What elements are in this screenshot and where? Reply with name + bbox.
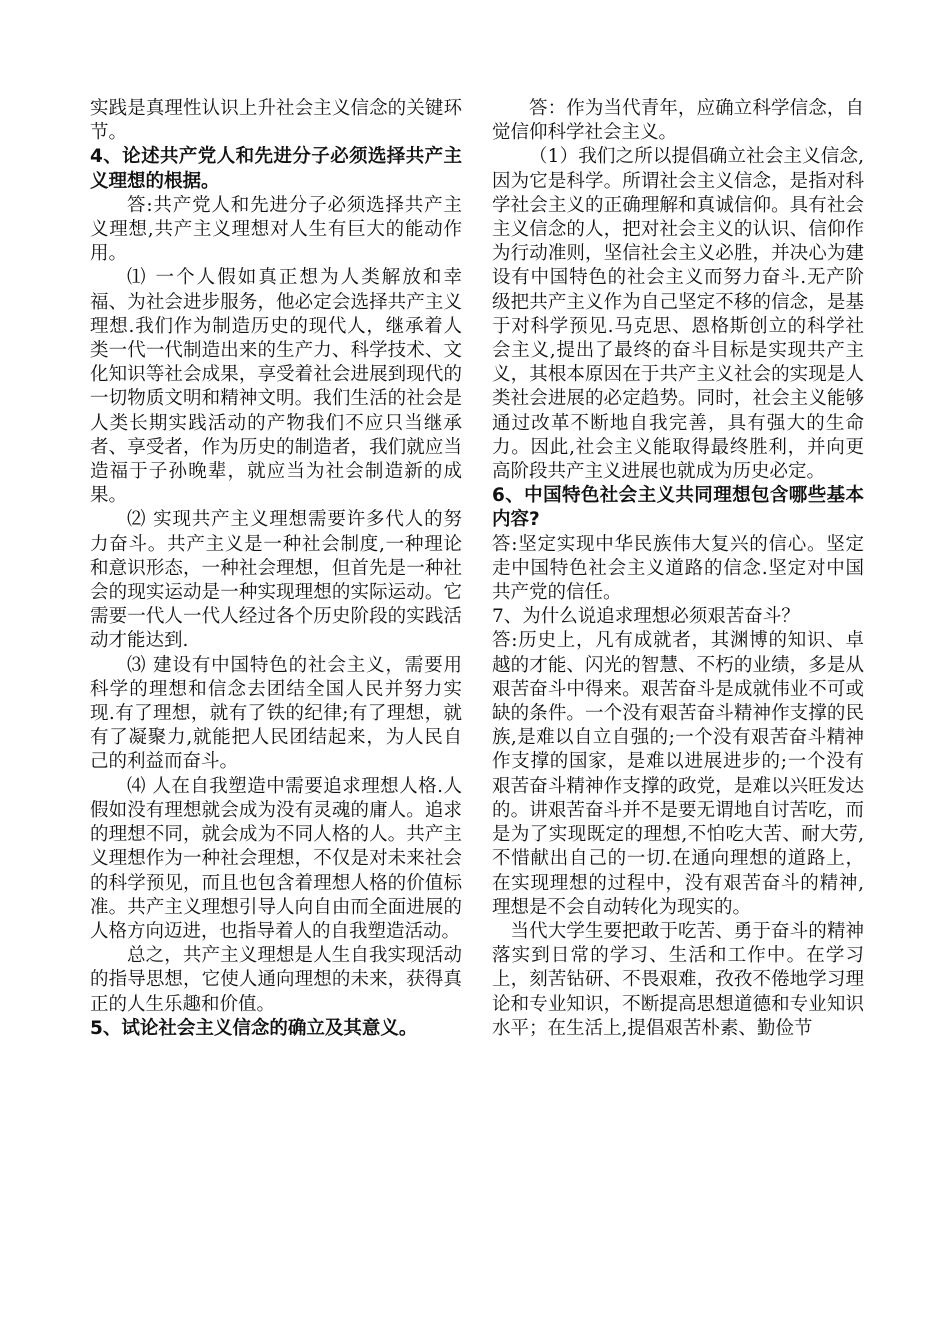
answer-4-point-4: ⑷ 人在自我塑造中需要追求理想人格.人假如没有理想就会成为没有灵魂的庸人。追求的理想不同，就会成为不同人格的人。共产主义理想作为一种社会理想，不仅是对未来社会的科学预见，而且也包含着理想人格的价值标准。共产主义理想引导人向自由而全面进展的人格方向迈进，也指导着人的自我塑造活动。 xyxy=(90,775,462,942)
answer-4-intro: 答:共产党人和先进分子必须选择共产主义理想,共产主义理想对人生有巨大的能动作用。 xyxy=(90,194,462,265)
answer-4-point-2: ⑵ 实现共产主义理想需要许多代人的努力奋斗。共产主义是一种社会制度,一种理论和意识形态，一种社会理想，但首先是一种社会的现实运动是一种实现理想的实际运动。它需要一代人一代人经过各个历史阶段的实践活动才能达到. xyxy=(90,509,462,652)
paragraph-continuation: 实践是真理性认识上升社会主义信念的关键环节。 xyxy=(90,98,462,144)
question-5-heading: 5、试论社会主义信念的确立及其意义。 xyxy=(90,1017,418,1039)
answer-7-continuation: 当代大学生要把敢于吃苦、勇于奋斗的精神落实到日常的学习、生活和工作中。在学习上，刻苦钻研、不畏艰难，孜孜不倦地学习理论和专业知识，不断提高思想道德和专业知识水平；在生活上,提倡艰苦朴素、勤俭节 xyxy=(492,920,864,1039)
answer-4-summary: 总之，共产主义理想是人生自我实现活动的指导思想，它使人通向理想的未来，获得真正的人生乐趣和价值。 xyxy=(90,945,462,1015)
answer-7: 答:历史上，凡有成就者，其渊博的知识、卓越的才能、闪光的智慧、不朽的业绩，多是从艰苦奋斗中得来。艰苦奋斗是成就伟业不可或缺的条件。一个没有艰苦奋斗精神作支撑的民族,是难以自立自强的;一个没有艰苦奋斗精神作支撑的国家，是难以进展进步的;一个没有艰苦奋斗精神作支撑的政党，是难以兴旺发达的。讲艰苦奋斗并不是要无谓地自讨苦吃，而是为了实现既定的理想,不怕吃大苦、耐大劳,不惜献出自己的一切.在通向理想的道路上，在实现理想的过程中，没有艰苦奋斗的精神,理想是不会自动转化为现实的。 xyxy=(492,630,864,918)
answer-5-intro: 答：作为当代青年，应确立科学信念，自觉信仰科学社会主义。 xyxy=(492,98,864,144)
question-7-heading: 7、为什么说追求理想必须艰苦奋斗？ xyxy=(492,606,800,628)
answer-4-point-3: ⑶ 建设有中国特色的社会主义，需要用科学的理想和信念去团结全国人民并努力实现.有了理想，就有了铁的纪律;有了理想，就有了凝聚力,就能把人民团结起来，为人民自己的利益而奋斗。 xyxy=(90,654,462,773)
answer-5-point-1: （1）我们之所以提倡确立社会主义信念,因为它是科学。所谓社会主义信念，是指对科学社会主义的正确理解和真诚信仰。具有社会主义信念的人，把对社会主义的认识、信仰作为行动准则，坚信社会主义必胜，并决心为建设有中国特色的社会主义而努力奋斗.无产阶级把共产主义作为自己坚定不移的信念，是基于对科学预见.马克思、恩格斯创立的科学社会主义,提出了最终的奋斗目标是实现共产主义，其根本原因在于共产主义社会的实现是人类社会进展的必定趋势。同时，社会主义能够通过改革不断地自我完善，具有强大的生命力。因此,社会主义能取得最终胜利，并向更高阶段共产主义进展也就成为历史必定。 xyxy=(492,146,864,483)
answer-4-point-1: ⑴ 一个人假如真正想为人类解放和幸福、为社会进步服务，他必定会选择共产主义理想.我们作为制造历史的现代人，继承着人类一代一代制造出来的生产力、科学技术、文化知识等社会成果，享受着社会进展到现代的一切物质文明和精神文明。我们生活的社会是人类长期实践活动的产物我们不应只当继承者、享受者，作为历史的制造者，我们就应当造福于子孙晚辈，就应当为社会制造新的成果。 xyxy=(90,267,462,507)
right-column xyxy=(492,97,864,1041)
question-6-heading: 6、中国特色社会主义共同理想包含哪些基本内容? xyxy=(492,485,864,531)
question-4-heading: 4、论述共产党人和先进分子必须选择共产主义理想的根据。 xyxy=(90,146,462,192)
answer-6: 答:坚定实现中华民族伟大复兴的信心。坚定走中国特色社会主义道路的信念.坚定对中国共产党的信任。 xyxy=(492,533,864,604)
left-column xyxy=(90,97,462,1041)
